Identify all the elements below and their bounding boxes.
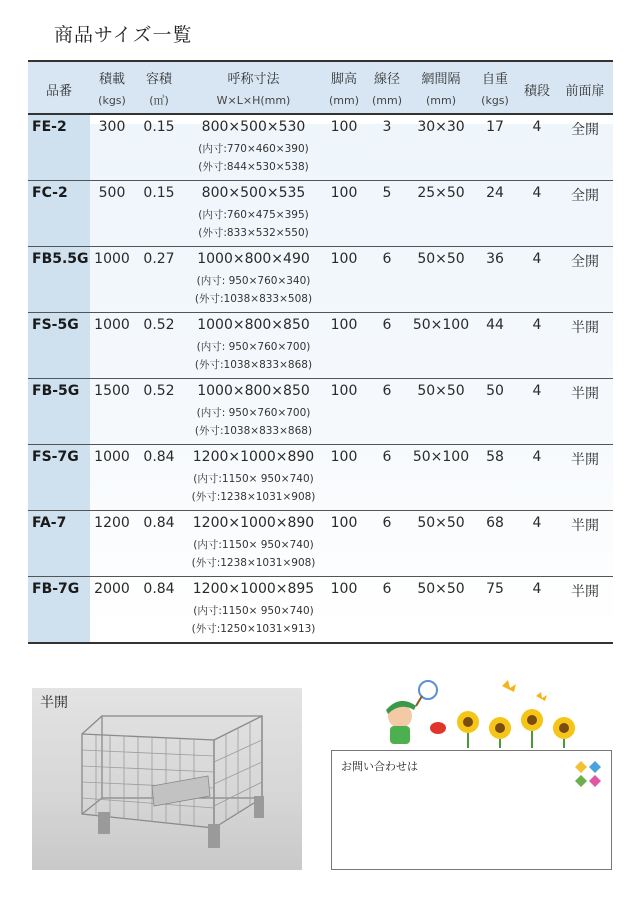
nominal-size: 1200×1000×890 bbox=[192, 449, 315, 465]
wire-diameter: 6 bbox=[382, 515, 392, 531]
header-leg-unit: (mm) bbox=[328, 93, 359, 107]
leg-height: 100 bbox=[330, 449, 358, 465]
nominal-size: 800×500×535 bbox=[201, 185, 306, 201]
inner-dimensions: (内寸: 950×760×700) bbox=[196, 341, 311, 353]
volume-value: 0.84 bbox=[143, 449, 175, 465]
self-weight: 68 bbox=[486, 515, 504, 531]
nominal-size: 1000×800×850 bbox=[197, 383, 310, 399]
leg-height: 100 bbox=[330, 515, 358, 531]
product-code: FC-2 bbox=[28, 181, 90, 247]
product-code: FB5.5G bbox=[28, 247, 90, 313]
header-leg: 脚高 bbox=[330, 71, 357, 87]
outer-dimensions: (外寸:1250×1031×913) bbox=[191, 623, 316, 635]
header-door: 前面扉 bbox=[565, 83, 605, 99]
nominal-size: 1200×1000×895 bbox=[192, 581, 315, 597]
wire-diameter: 3 bbox=[382, 119, 392, 135]
load-value: 1000 bbox=[94, 317, 130, 333]
stack-count: 4 bbox=[532, 251, 542, 267]
mesh-spacing: 30×30 bbox=[417, 119, 465, 135]
mesh-spacing: 50×50 bbox=[417, 251, 465, 267]
product-code: FB-7G bbox=[28, 577, 90, 644]
stack-count: 4 bbox=[532, 317, 542, 333]
volume-value: 0.84 bbox=[143, 515, 175, 531]
load-value: 1500 bbox=[94, 383, 130, 399]
header-size-unit: W×L×H(mm) bbox=[216, 93, 291, 107]
stack-count: 4 bbox=[532, 383, 542, 399]
product-row bbox=[28, 379, 613, 445]
header-wire-unit: (mm) bbox=[371, 93, 402, 107]
load-value: 1200 bbox=[94, 515, 130, 531]
photo-label: 半開 bbox=[40, 695, 68, 711]
volume-value: 0.15 bbox=[143, 119, 175, 135]
header-weight-unit: (kgs) bbox=[481, 93, 509, 107]
product-code: FA-7 bbox=[28, 511, 90, 577]
wire-diameter: 6 bbox=[382, 449, 392, 465]
product-code: FS-7G bbox=[28, 445, 90, 511]
wire-diameter: 6 bbox=[382, 383, 392, 399]
inner-dimensions: (内寸:770×460×390) bbox=[198, 143, 309, 155]
header-stack: 積段 bbox=[523, 83, 550, 99]
front-door: 全開 bbox=[571, 122, 599, 138]
front-door: 半開 bbox=[571, 386, 599, 402]
sunflower-illustration bbox=[360, 676, 600, 750]
leg-height: 100 bbox=[330, 119, 358, 135]
size-table bbox=[28, 60, 613, 644]
header-wire: 線径 bbox=[373, 71, 400, 87]
wire-diameter: 5 bbox=[382, 185, 392, 201]
header-load: 積載 bbox=[98, 71, 125, 87]
self-weight: 17 bbox=[486, 119, 504, 135]
leg-height: 100 bbox=[330, 581, 358, 597]
colorful-diamonds-icon bbox=[575, 761, 601, 787]
front-door: 半開 bbox=[571, 320, 599, 336]
stack-count: 4 bbox=[532, 581, 542, 597]
mesh-spacing: 25×50 bbox=[417, 185, 465, 201]
header-size: 呼称寸法 bbox=[227, 71, 280, 87]
inner-dimensions: (内寸:1150× 950×740) bbox=[193, 605, 314, 617]
leg-height: 100 bbox=[330, 251, 358, 267]
self-weight: 44 bbox=[486, 317, 504, 333]
nominal-size: 1000×800×490 bbox=[197, 251, 310, 267]
product-photo bbox=[32, 688, 302, 870]
header-mesh: 網間隔 bbox=[421, 71, 461, 87]
front-door: 全開 bbox=[571, 188, 599, 204]
outer-dimensions: (外寸:1238×1031×908) bbox=[191, 557, 316, 569]
header-load-unit: (kgs) bbox=[98, 93, 126, 107]
product-row bbox=[28, 181, 613, 247]
outer-dimensions: (外寸:1238×1031×908) bbox=[191, 491, 316, 503]
outer-dimensions: (外寸:1038×833×508) bbox=[194, 293, 313, 305]
mesh-spacing: 50×50 bbox=[417, 383, 465, 399]
wire-diameter: 6 bbox=[382, 581, 392, 597]
stack-count: 4 bbox=[532, 119, 542, 135]
mesh-spacing: 50×50 bbox=[417, 581, 465, 597]
nominal-size: 1000×800×850 bbox=[197, 317, 310, 333]
front-door: 半開 bbox=[571, 518, 599, 534]
front-door: 全開 bbox=[571, 254, 599, 270]
product-row bbox=[28, 114, 613, 181]
self-weight: 75 bbox=[486, 581, 504, 597]
butterfly-icon bbox=[502, 680, 516, 692]
self-weight: 50 bbox=[486, 383, 504, 399]
page-title: 商品サイズ一覧 bbox=[54, 24, 193, 46]
product-row bbox=[28, 445, 613, 511]
self-weight: 24 bbox=[486, 185, 504, 201]
inner-dimensions: (内寸:1150× 950×740) bbox=[193, 473, 314, 485]
header-code: 品番 bbox=[45, 83, 72, 99]
leg-height: 100 bbox=[330, 185, 358, 201]
product-row bbox=[28, 577, 613, 644]
load-value: 1000 bbox=[94, 449, 130, 465]
header-mesh-unit: (mm) bbox=[425, 93, 456, 107]
inner-dimensions: (内寸:1150× 950×740) bbox=[193, 539, 314, 551]
leg-height: 100 bbox=[330, 383, 358, 399]
stack-count: 4 bbox=[532, 185, 542, 201]
self-weight: 58 bbox=[486, 449, 504, 465]
header-volume: 容積 bbox=[145, 71, 172, 87]
wire-diameter: 6 bbox=[382, 317, 392, 333]
nominal-size: 800×500×530 bbox=[201, 119, 306, 135]
stack-count: 4 bbox=[532, 515, 542, 531]
inner-dimensions: (内寸: 950×760×340) bbox=[196, 275, 311, 287]
product-row bbox=[28, 247, 613, 313]
product-code: FE-2 bbox=[28, 114, 90, 181]
product-row bbox=[28, 313, 613, 379]
volume-value: 0.15 bbox=[143, 185, 175, 201]
load-value: 500 bbox=[98, 185, 126, 201]
product-code: FB-5G bbox=[28, 379, 90, 445]
self-weight: 36 bbox=[486, 251, 504, 267]
header-volume-unit: (㎥) bbox=[149, 94, 169, 107]
volume-value: 0.27 bbox=[143, 251, 175, 267]
front-door: 半開 bbox=[571, 584, 599, 600]
volume-value: 0.52 bbox=[143, 317, 175, 333]
leg-height: 100 bbox=[330, 317, 358, 333]
inner-dimensions: (内寸:760×475×395) bbox=[198, 209, 309, 221]
header-weight: 自重 bbox=[481, 71, 508, 87]
outer-dimensions: (外寸:1038×833×868) bbox=[194, 425, 313, 437]
volume-value: 0.52 bbox=[143, 383, 175, 399]
mesh-spacing: 50×100 bbox=[412, 317, 470, 333]
contact-label: お問い合わせは bbox=[341, 760, 418, 773]
table-header bbox=[28, 61, 613, 114]
product-code: FS-5G bbox=[28, 313, 90, 379]
mesh-spacing: 50×50 bbox=[417, 515, 465, 531]
stack-count: 4 bbox=[532, 449, 542, 465]
volume-value: 0.84 bbox=[143, 581, 175, 597]
product-row bbox=[28, 511, 613, 577]
outer-dimensions: (外寸:844×530×538) bbox=[198, 161, 309, 173]
nominal-size: 1200×1000×890 bbox=[192, 515, 315, 531]
front-door: 半開 bbox=[571, 452, 599, 468]
inner-dimensions: (内寸: 950×760×700) bbox=[196, 407, 311, 419]
outer-dimensions: (外寸:1038×833×868) bbox=[194, 359, 313, 371]
contact-box bbox=[331, 750, 612, 870]
mesh-spacing: 50×100 bbox=[412, 449, 470, 465]
wire-diameter: 6 bbox=[382, 251, 392, 267]
wire-container-image bbox=[32, 688, 302, 870]
load-value: 2000 bbox=[94, 581, 130, 597]
load-value: 300 bbox=[98, 119, 126, 135]
load-value: 1000 bbox=[94, 251, 130, 267]
outer-dimensions: (外寸:833×532×550) bbox=[198, 227, 309, 239]
